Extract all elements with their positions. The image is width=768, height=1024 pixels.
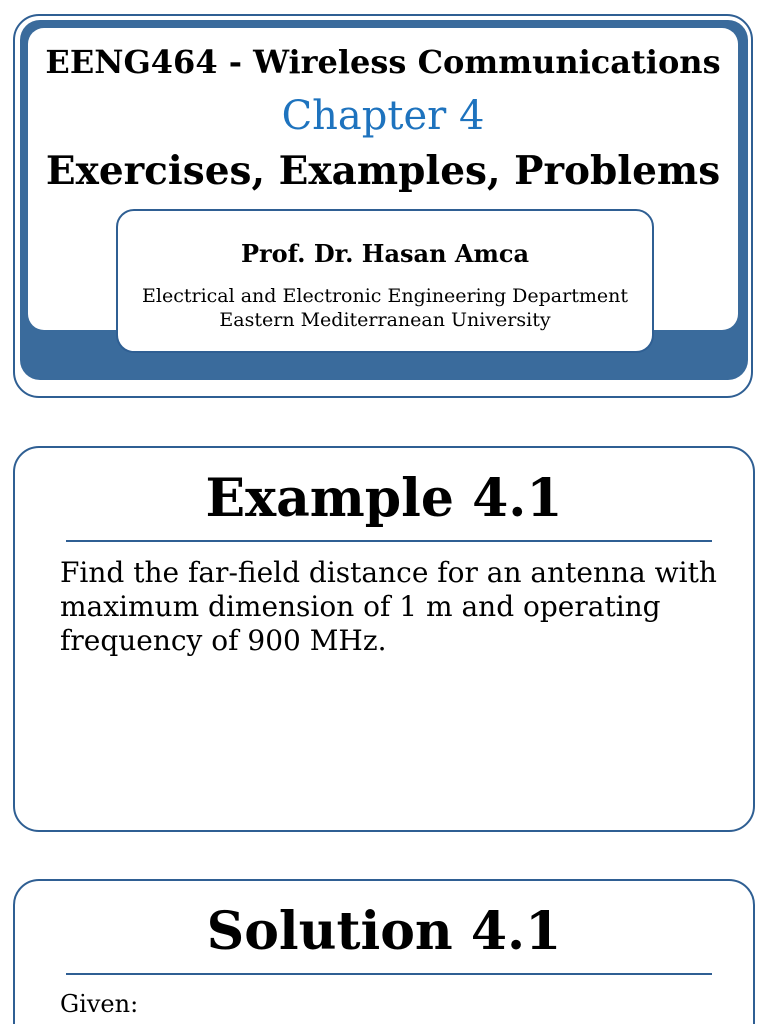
chapter-title: Chapter 4 [281, 93, 485, 139]
heading-divider [66, 540, 712, 542]
solution-body: Given: [60, 990, 139, 1018]
author-affiliation [118, 284, 652, 332]
author-name: Prof. Dr. Hasan Amca [240, 239, 530, 268]
example-heading: Example 4.1 [205, 468, 563, 529]
university-name: Eastern Mediterranean University [219, 309, 551, 331]
department-name: Electrical and Electronic Engineering Department [142, 285, 628, 307]
subject-title: Exercises, Examples, Problems [45, 148, 721, 194]
course-title: EENG464 - Wireless Communications [45, 43, 721, 81]
heading-divider [66, 973, 712, 975]
solution-slide [13, 879, 755, 1024]
example-slide [13, 446, 755, 832]
author-box [116, 209, 654, 353]
solution-heading: Solution 4.1 [206, 901, 562, 962]
example-body: Find the far-field distance for an antenna with maximum dimension of 1 m and operating frequency of 900 MHz. [60, 556, 717, 657]
